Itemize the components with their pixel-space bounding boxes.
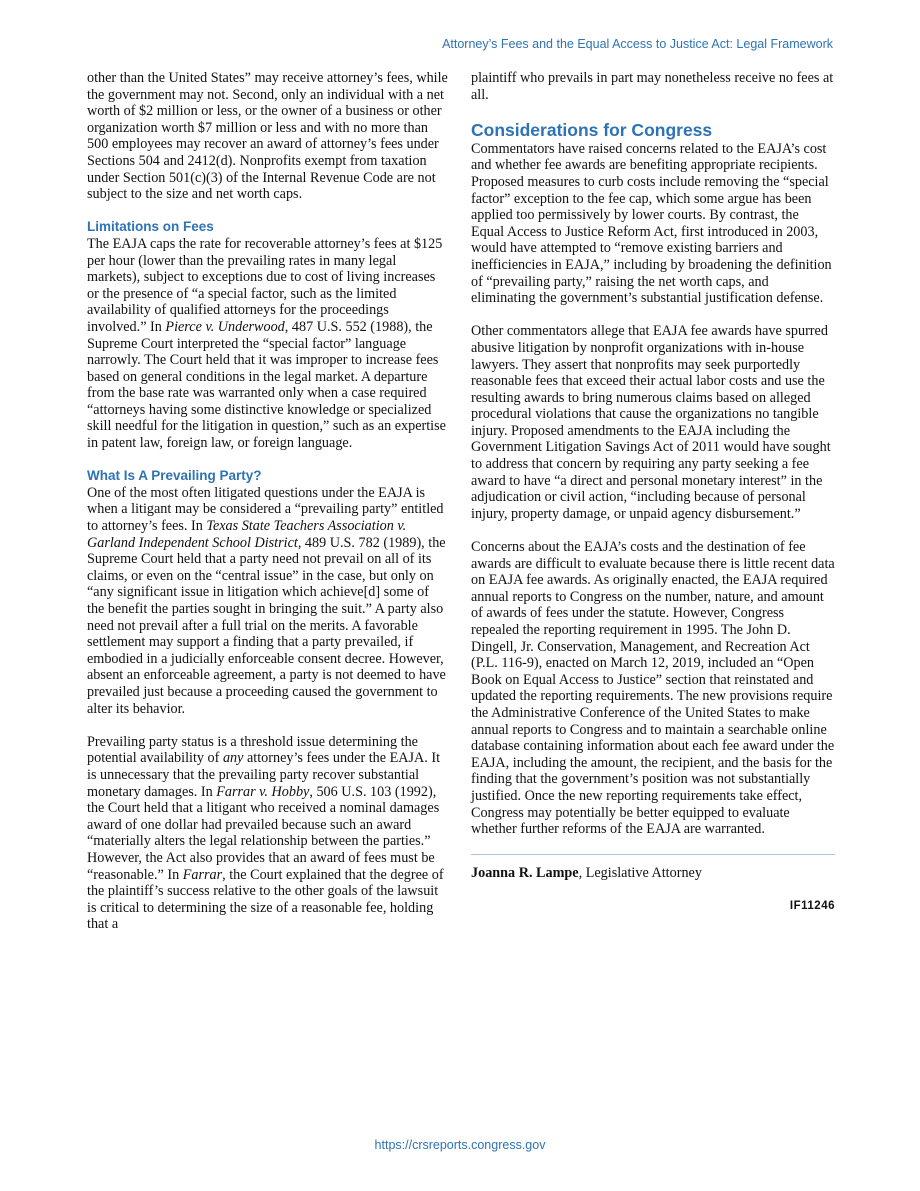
author-title: , Legislative Attorney [578, 864, 702, 881]
case-name-farrar-v-hobby: Farrar v. Hobby [216, 783, 310, 800]
paragraph-considerations-3: Concerns about the EAJA’s costs and the destination of fee awards are difficult to evaluate because there is little recent data on EAJA fee awards. As originally enacted, the EAJA required annual reports to Congress on the number, nature, and amount of awards of fees under the statute. However, Congress repealed the reporting requirement in 1995. The John D. Dingell, Jr. Conservation, Management, and Recreation Act (P.L. 116-9), enacted on March 12, 2019, included an “Open Book on Equal Access to Justice” section that reinstated and updated the reporting requirements. The new provisions require the Administrative Conference of the United States to make annual reports to Congress and to maintain a searchable online database containing information about each fee award under the EAJA, including the amount, the recipient, and the basis for the finding that the government’s position was not substantially justified. Once the new reporting requirements take effect, Congress may potentially be better equipped to evaluate whether further reforms of the EAJA are warranted. [471, 539, 835, 838]
paragraph-prevailing-party-1: One of the most often litigated questions under the EAJA is when a litigant may be considered a “prevailing party” entitled to attorney’s fees. In Texas State Teachers Association v. Garland Independent School District, 489 U.S. 782 (1989), the Supreme Court held that a party need not prevail on all of its claims, or even on the “central issue” in the case, but only on “any significant issue in litigation which achieve[d] some of the benefit the parties sought in bringing the suit.” A party also need not prevail after a full trial on the merits. A favorable settlement may support a finding that a party prevailed, if embodied in a judicially enforceable consent decree. However, absent an enforceable agreement, a party is not deemed to have prevailed just because a proceeding caused the government to alter its behavior. [87, 484, 446, 717]
footer-url-link[interactable]: https://crsreports.congress.gov [374, 1138, 546, 1152]
heading-considerations-for-congress: Considerations for Congress [471, 119, 713, 140]
author-line [471, 865, 835, 882]
paragraph-eligibility: other than the United States” may receive attorney’s fees, while the government may not. Second, only an individual with a net worth of $2 million or less, or the owner of a business or other organization worth $7 million or less and with no more than 500 employees may recover an award of attorney’s fees under Sections 504 and 2412(d). Nonprofits exempt from taxation under Section 501(c)(3) of the Internal Revenue Code are not subject to the size and net worth caps. [87, 70, 448, 203]
case-name-texas-state-teachers: Texas State Teachers Association v. Garland Independent School District [87, 518, 407, 551]
paragraph-continuation: plaintiff who prevails in part may nonetheless receive no fees at all. [471, 70, 834, 103]
right-column [471, 70, 835, 915]
paragraph-limitations: The EAJA caps the rate for recoverable attorney’s fees at $125 per hour (lower than the prevailing rates in many legal markets), subject to exceptions due to cost of living increases or the presence of “a special factor, such as the limited availability of qualified attorneys for the proceedings involved.” In Pierce v. Underwood, 487 U.S. 552 (1988), the Supreme Court interpreted the “special factor” language narrowly. The Court held that it was improper to increase fees based on general conditions in the legal market. A departure from the base rate was warranted only when a case required “attorneys having some distinctive knowledge or specialized skill needful for the litigation in question,” such as an expertise in patent law, foreign law, or foreign language. [87, 235, 446, 452]
paragraph-prevailing-party-2: Prevailing party status is a threshold issue determining the potential availability of any attorney’s fees under the EAJA. It is unnecessary that the prevailing party recover substantial monetary damages. In Farrar v. Hobby, 506 U.S. 103 (1992), the Court held that a litigant who received a nominal damages award of one dollar had prevailed because such an award “materially alters the legal relationship between the parties.” However, the Act also provides that an award of fees must be “reasonable.” In Farrar, the Court explained that the degree of the plaintiff’s success relative to the other goals of the lawsuit is critical to determining the size of a reasonable fee, holding that a [87, 733, 444, 933]
case-name-farrar: Farrar [182, 866, 223, 883]
paragraph-considerations-1: Commentators have raised concerns related to the EAJA’s cost and whether fee awards are benefiting appropriate recipients. Proposed measures to curb costs include removing the “special factor” exception to the fee cap, which some argue has been applied too permissively by lower courts. By contrast, the Equal Access to Justice Reform Act, first introduced in 2003, would have attempted to “remove existing barriers and inefficiencies in EAJA,” including by broadening the definition of “prevailing party,” raising the net worth caps, and eliminating the government’s substantial justification defense. [471, 140, 832, 307]
author-divider [471, 854, 835, 855]
report-id: IF11246 [789, 899, 835, 912]
case-name-pierce: Pierce v. Underwood [165, 318, 285, 335]
heading-prevailing-party: What Is A Prevailing Party? [87, 468, 262, 484]
left-column [87, 70, 449, 933]
paragraph-considerations-2: Other commentators allege that EAJA fee awards have spurred abusive litigation by nonprofit organizations with in-house lawyers. They assert that nonprofits may seek purportedly reasonable fees that exceed their actual labor costs and use the resulting awards to bring numerous claims based on alleged procedural violations that cause the organizations no tangible injury. Proposed amendments to the EAJA including the Government Litigation Savings Act of 2011 would have sought to address that concern by requiring any party seeking a fee award to have “a direct and personal monetary interest” in the adjudication or civil action, “including because of personal injury, property damage, or unpaid agency disbursement.” [471, 323, 831, 522]
heading-limitations-on-fees: Limitations on Fees [87, 219, 214, 235]
author-name: Joanna R. Lampe [471, 864, 579, 881]
running-header-title: Attorney’s Fees and the Equal Access to Justice Act: Legal Framework [442, 37, 833, 51]
